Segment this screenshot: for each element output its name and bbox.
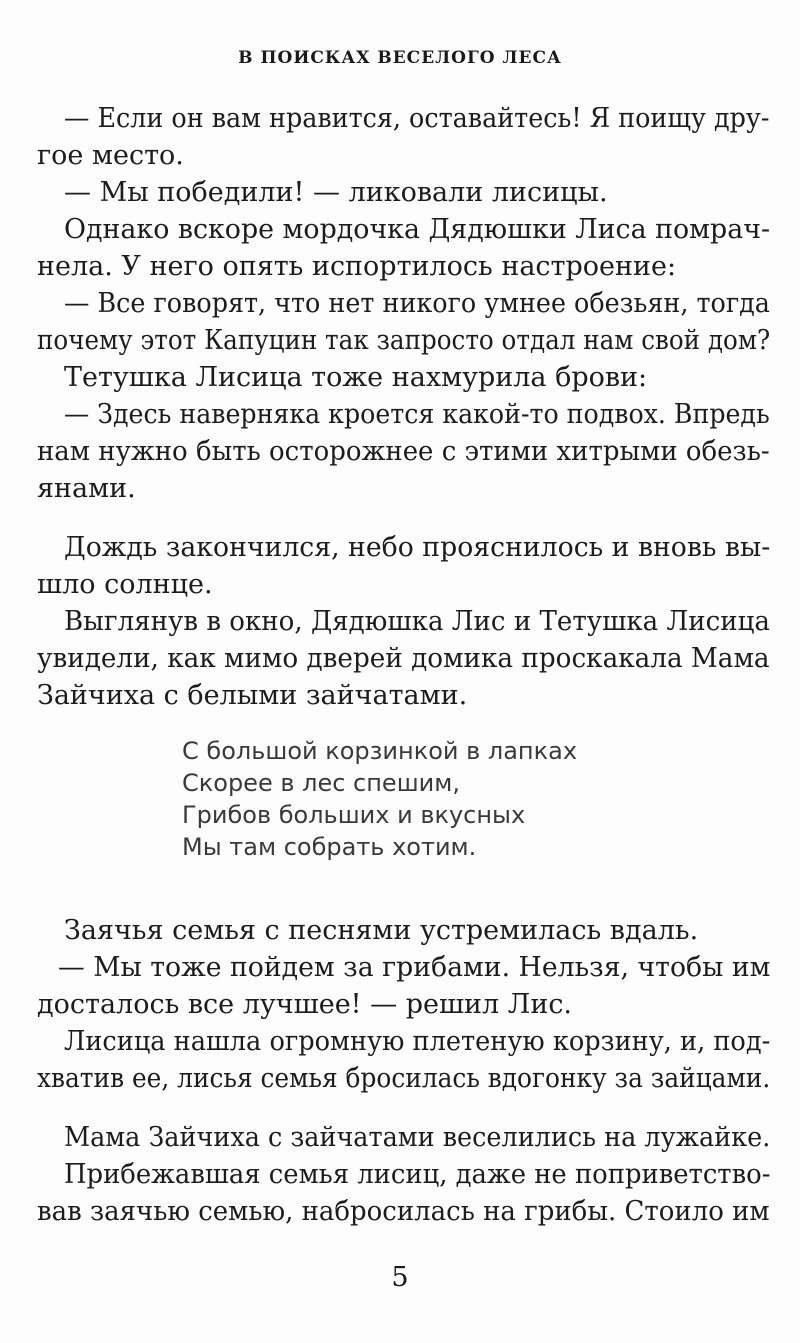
verse-line: Грибов больших и вкусных xyxy=(182,801,526,829)
text-line: шло солнце. xyxy=(37,569,213,600)
text-line: увидели, как мимо дверей домика проскакала Мама xyxy=(37,643,770,674)
text-line: — Мы тоже пойдем за грибами. Нельзя, чтобы им xyxy=(58,952,771,983)
verse-line: Мы там собрать хотим. xyxy=(182,833,477,861)
text-line: Прибежавшая семья лисиц, даже не поприветство- xyxy=(64,1159,771,1190)
text-line: Тетушка Лисица тоже нахмурила брови: xyxy=(64,362,648,393)
text-line: — Мы победили! — ликовали лисицы. xyxy=(64,177,608,208)
text-line: Мама Зайчиха с зайчатами веселились на лужайке. xyxy=(64,1122,771,1153)
running-head: В ПОИСКАХ ВЕСЕЛОГО ЛЕСА xyxy=(238,48,562,68)
text-line: Лисица нашла огромную плетеную корзину, и, под- xyxy=(64,1026,771,1057)
verse-line: Скорее в лес спешим, xyxy=(182,769,460,797)
text-line: — Все говорят, что нет никого умнее обезьян, тогда xyxy=(64,288,770,319)
text-line: Зайчиха с белыми зайчатами. xyxy=(37,680,468,711)
page-number: 5 xyxy=(391,1262,409,1293)
text-line: янами. xyxy=(37,473,136,504)
text-line: Однако вскоре мордочка Дядюшки Лиса помрач- xyxy=(64,214,771,245)
text-line: — Здесь наверняка кроется какой-то подвох. Впредь xyxy=(64,399,770,430)
text-line: нела. У него опять испортилось настроение: xyxy=(37,251,677,282)
text-line: нам нужно быть осторожнее с этими хитрыми обезь- xyxy=(37,436,770,467)
text-line: Выглянув в окно, Дядюшка Лис и Тетушка Лисица xyxy=(64,606,770,637)
text-line: вав заячью семью, набросилась на грибы. Стоило им xyxy=(37,1196,770,1227)
text-line: почему этот Капуцин так запросто отдал нам свой дом? xyxy=(37,325,771,356)
text-line: — Если он вам нравится, оставайтесь! Я поищу дру- xyxy=(64,103,770,134)
text-line: гое место. xyxy=(37,140,184,171)
text-line: Дождь закончился, небо прояснилось и вновь вы- xyxy=(64,532,771,563)
verse-line: С большой корзинкой в лапках xyxy=(182,737,578,765)
text-line: хватив ее, лисья семья бросилась вдогонку за зайцами. xyxy=(37,1063,771,1094)
text-line: Заячья семья с песнями устремилась вдаль. xyxy=(64,915,699,946)
text-line: досталось все лучшее! — решил Лис. xyxy=(37,989,573,1020)
